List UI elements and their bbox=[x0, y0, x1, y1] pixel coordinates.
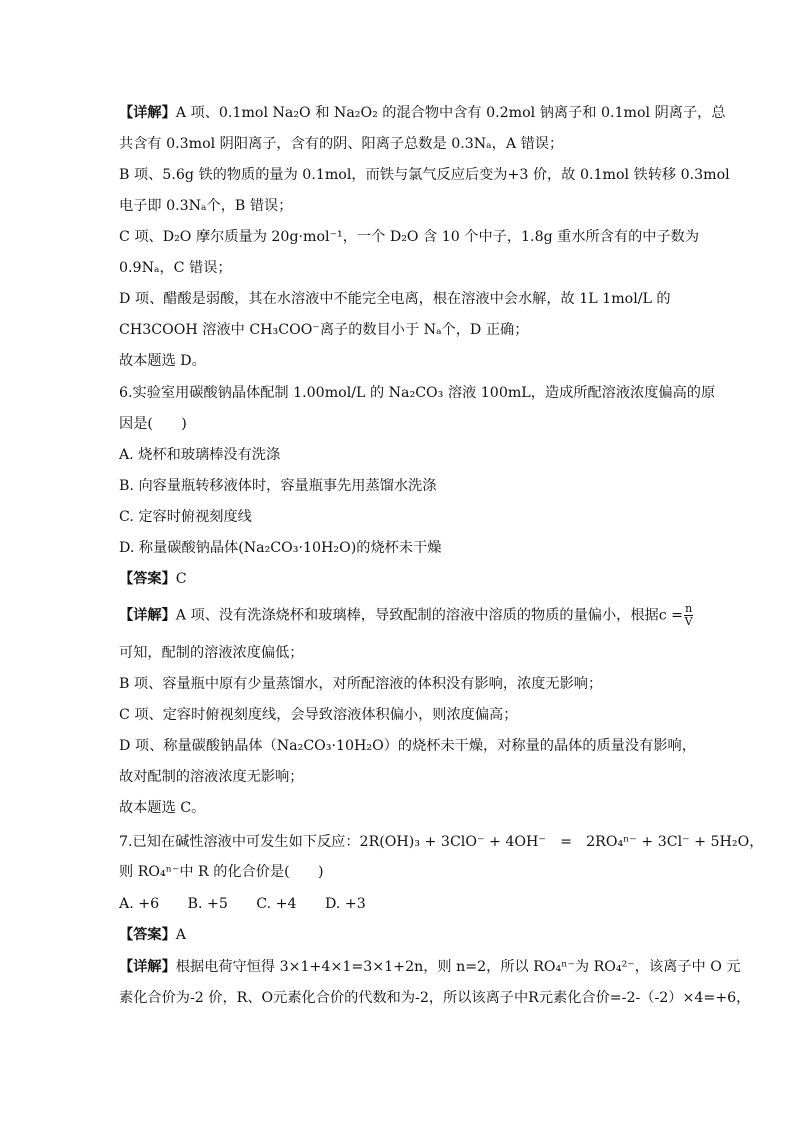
text-line bbox=[119, 351, 679, 371]
option-a bbox=[119, 445, 679, 465]
line-text: D 项、醋酸是弱酸，其在水溶液中不能完全电离，根在溶液中会水解，故 1L 1mol/L 的 bbox=[119, 291, 671, 307]
text-line bbox=[119, 134, 679, 154]
text-line bbox=[119, 165, 730, 185]
line-text: B 项、容量瓶中原有少量蒸馏水，对所配溶液的体积没有影响，浓度无影响； bbox=[119, 676, 603, 692]
text-line bbox=[119, 643, 679, 663]
line-text: C. 定容时俯视刻度线 bbox=[119, 509, 252, 525]
line-text: 素化合价为-2 价，R、O元素化合价的代数和为-2，所以该离子中R元素化合价=-2-（-2）×4=+6， bbox=[119, 990, 751, 1006]
line-text: C 项、定容时俯视刻度线，会导致溶液体积偏小，则浓度偏高； bbox=[119, 707, 518, 723]
section-label: 【详解】 bbox=[119, 607, 176, 624]
line-text: 6.实验室用碳酸钠晶体配制 1.00mol/L 的 Na₂CO₃ 溶液 100mL，造成所配溶液浓度偏高的原 bbox=[119, 385, 716, 401]
line-text: A. +6 B. +5 C. +4 D. +3 bbox=[119, 896, 366, 912]
text-line bbox=[119, 196, 679, 216]
fraction-numerator: n bbox=[685, 602, 693, 615]
line-text: A. 烧杯和玻璃棒没有洗涤 bbox=[119, 447, 281, 463]
section-label: 【答案】 bbox=[119, 927, 176, 943]
text-line bbox=[119, 957, 741, 977]
option-d bbox=[119, 538, 679, 558]
question-stem bbox=[119, 383, 716, 403]
line-text: 因是( ) bbox=[119, 416, 187, 432]
text-line bbox=[119, 602, 693, 628]
option-b bbox=[119, 476, 679, 496]
line-text: 故本题选 C。 bbox=[119, 800, 206, 816]
question-stem bbox=[119, 414, 679, 434]
line-text: 根据电荷守恒得 3×1+4×1=3×1+2n，则 n=2，所以 RO₄ⁿ⁻为 RO₄²⁻，该离子中 O 元 bbox=[175, 959, 741, 975]
section-label: 【详解】 bbox=[119, 959, 176, 975]
text-line bbox=[119, 705, 679, 725]
question-stem bbox=[119, 862, 679, 882]
line-text: CH3COOH 溶液中 CH₃COO⁻离子的数目小于 Nₐ个，D 正确； bbox=[119, 322, 529, 338]
text-line bbox=[119, 767, 679, 787]
text-line bbox=[119, 674, 679, 694]
line-text: B. 向容量瓶转移液体时，容量瓶事先用蒸馏水洗涤 bbox=[119, 478, 437, 494]
line-text: 0.9Nₐ，C 错误； bbox=[119, 260, 232, 276]
line-text: D. 称量碳酸钠晶体(Na₂CO₃·10H₂O)的烧杯未干燥 bbox=[119, 540, 442, 556]
fraction bbox=[684, 603, 693, 628]
text-line bbox=[119, 798, 679, 818]
text-line bbox=[119, 736, 696, 756]
answer-line bbox=[119, 569, 679, 589]
options-row bbox=[119, 894, 679, 914]
line-text: D 项、称量碳酸钠晶体（Na₂CO₃·10H₂O）的烧杯未干燥，对称量的晶体的质量没有影响， bbox=[119, 738, 696, 754]
option-c bbox=[119, 507, 679, 527]
answer-value: C bbox=[175, 571, 187, 587]
line-text: A 项、0.1mol Na₂O 和 Na₂O₂ 的混合物中含有 0.2mol 钠离子和 0.1mol 阴离子，总 bbox=[175, 105, 726, 121]
section-label: 【详解】 bbox=[119, 105, 176, 121]
line-text: 可知，配制的溶液浓度偏低； bbox=[119, 645, 304, 661]
line-text: 故对配制的溶液浓度无影响； bbox=[119, 769, 304, 785]
line-text: C 项、D₂O 摩尔质量为 20g·mol⁻¹，一个 D₂O 含 10 个中子，1.8g 重水所含有的中子数为 bbox=[119, 229, 700, 245]
line-text: 故本题选 D。 bbox=[119, 353, 206, 369]
line-text: B 项、5.6g 铁的物质的量为 0.1mol，而铁与氯气反应后变为+3 价，故 0.1mol 铁转移 0.3mol bbox=[119, 167, 730, 183]
section-label: 【答案】 bbox=[119, 571, 176, 587]
text-line bbox=[119, 103, 726, 123]
answer-line bbox=[119, 925, 679, 945]
fraction-denominator: V bbox=[684, 615, 693, 628]
text-line bbox=[119, 227, 700, 247]
text-line bbox=[119, 988, 751, 1008]
answer-value: A bbox=[175, 927, 187, 943]
question-stem bbox=[119, 832, 764, 852]
line-text: 共含有 0.3mol 阴阳离子，含有的阴、阳离子总数是 0.3Nₐ，A 错误； bbox=[119, 136, 564, 152]
text-line bbox=[119, 289, 679, 309]
line-text: 7.已知在碱性溶液中可发生如下反应：2R(OH)₃ + 3ClO⁻ + 4OH⁻ = 2RO₄ⁿ⁻ + 3Cl⁻ + 5H₂O， bbox=[119, 834, 764, 850]
text-line bbox=[119, 320, 679, 340]
line-text: 电子即 0.3Nₐ个，B 错误； bbox=[119, 198, 293, 214]
line-text: 则 RO₄ⁿ⁻中 R 的化合价是( ) bbox=[119, 864, 324, 880]
line-text: A 项、没有洗涤烧杯和玻璃棒，导致配制的溶液中溶质的物质的量偏小，根据c = bbox=[175, 607, 684, 624]
text-line bbox=[119, 258, 679, 278]
